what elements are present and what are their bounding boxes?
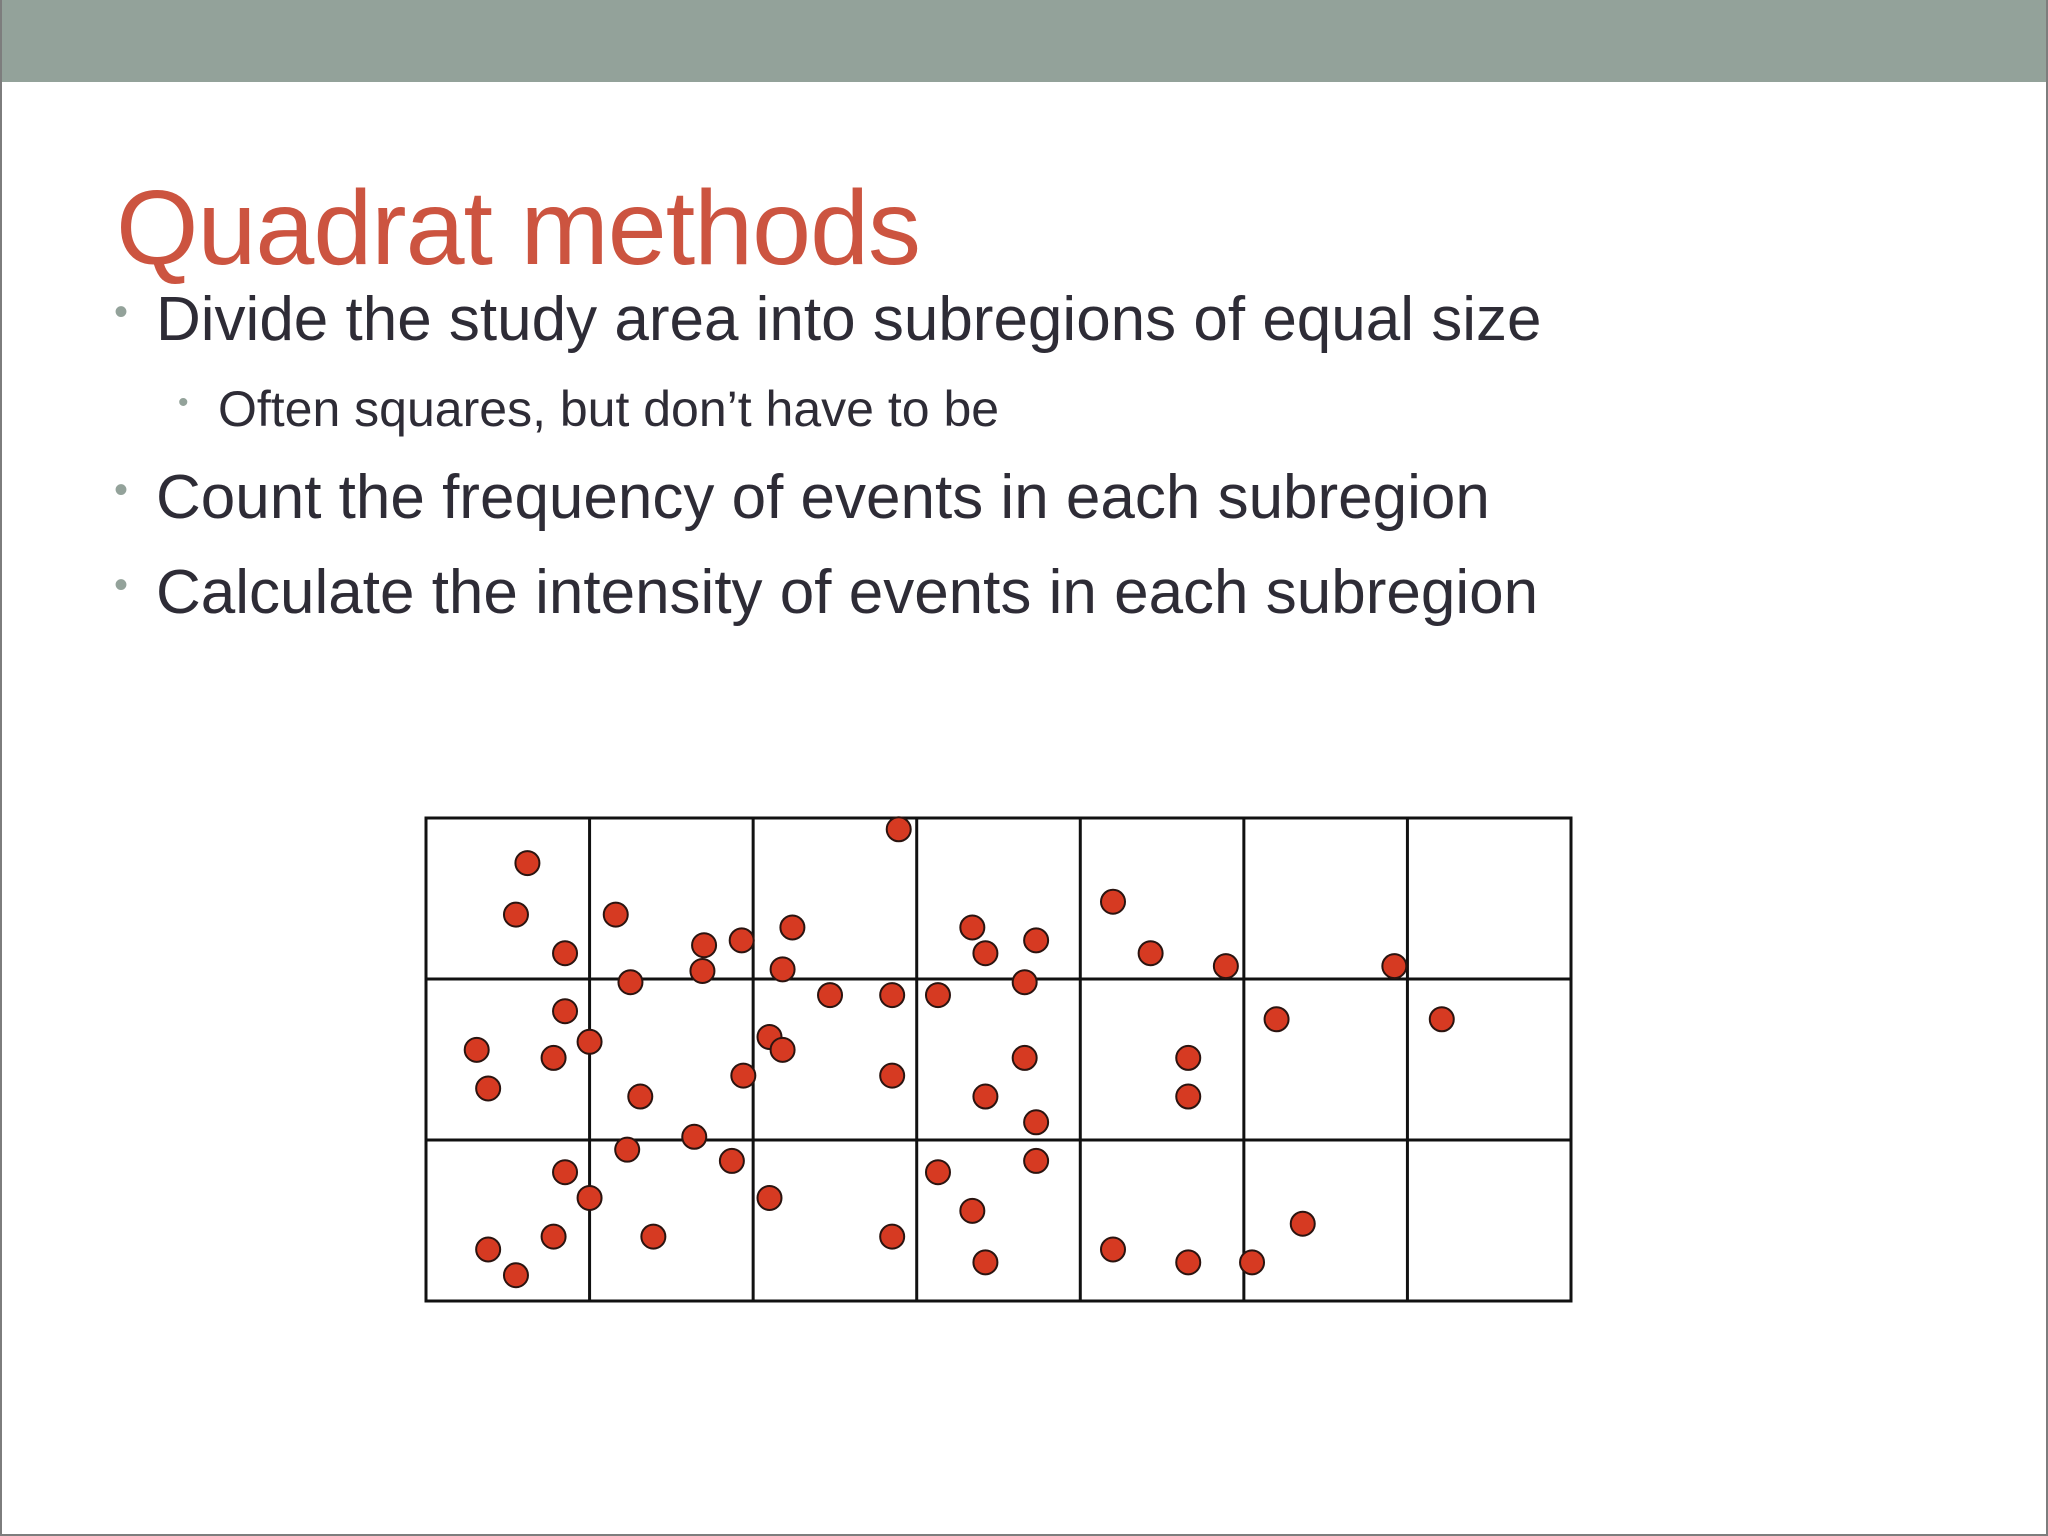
event-point xyxy=(504,1263,528,1287)
event-point xyxy=(771,957,795,981)
event-point xyxy=(731,1064,755,1088)
event-point xyxy=(465,1038,489,1062)
quadrat-grid-figure xyxy=(2,0,2048,1536)
event-point xyxy=(1176,1046,1200,1070)
event-point xyxy=(1265,1007,1289,1031)
event-point xyxy=(1101,1237,1125,1261)
bullet-marker: • xyxy=(114,468,129,512)
event-point xyxy=(973,1250,997,1274)
event-point xyxy=(780,915,804,939)
event-point xyxy=(880,1225,904,1249)
bullet-marker: • xyxy=(178,386,189,419)
event-point xyxy=(880,983,904,1007)
event-point xyxy=(960,915,984,939)
event-point xyxy=(1139,941,1163,965)
bullet-text: Count the frequency of events in each subregion xyxy=(156,463,1490,532)
event-point xyxy=(1013,1046,1037,1070)
quadrat-grid xyxy=(426,818,1571,1301)
event-point xyxy=(771,1038,795,1062)
bullet-text: Often squares, but don’t have to be xyxy=(218,381,1000,437)
event-point xyxy=(515,851,539,875)
event-point xyxy=(1382,954,1406,978)
event-point xyxy=(682,1125,706,1149)
event-point xyxy=(960,1199,984,1223)
event-point xyxy=(578,1030,602,1054)
event-point xyxy=(926,983,950,1007)
event-point xyxy=(542,1046,566,1070)
event-point xyxy=(1214,954,1238,978)
event-point xyxy=(1176,1085,1200,1109)
event-point xyxy=(758,1186,782,1210)
event-point xyxy=(1430,1007,1454,1031)
event-point xyxy=(720,1149,744,1173)
event-point xyxy=(553,941,577,965)
event-point xyxy=(1024,928,1048,952)
event-point xyxy=(692,933,716,957)
event-point xyxy=(578,1186,602,1210)
event-point xyxy=(553,999,577,1023)
event-point xyxy=(641,1225,665,1249)
grid-border xyxy=(426,818,1571,1301)
event-point xyxy=(476,1076,500,1100)
event-point xyxy=(730,928,754,952)
bullet-text: Divide the study area into subregions of equal size xyxy=(156,285,1542,354)
event-point xyxy=(818,983,842,1007)
event-point xyxy=(1240,1250,1264,1274)
event-point xyxy=(1101,890,1125,914)
event-point xyxy=(887,817,911,841)
event-point xyxy=(973,1085,997,1109)
event-point xyxy=(1024,1149,1048,1173)
bullet-marker: • xyxy=(114,563,129,607)
event-point xyxy=(1176,1250,1200,1274)
event-point xyxy=(553,1160,577,1184)
event-point xyxy=(926,1160,950,1184)
event-point xyxy=(880,1064,904,1088)
slide-title: Quadrat methods xyxy=(116,169,921,287)
event-point xyxy=(628,1085,652,1109)
event-point xyxy=(615,1138,639,1162)
bullet-text: Calculate the intensity of events in each subregion xyxy=(156,558,1539,627)
bullet-marker: • xyxy=(114,290,129,334)
event-point xyxy=(973,941,997,965)
event-point xyxy=(604,903,628,927)
event-point xyxy=(1013,970,1037,994)
event-point xyxy=(618,970,642,994)
event-point xyxy=(504,903,528,927)
event-point xyxy=(476,1237,500,1261)
event-point xyxy=(1024,1110,1048,1134)
event-points xyxy=(465,817,1454,1287)
event-point xyxy=(690,959,714,983)
event-point xyxy=(542,1225,566,1249)
event-point xyxy=(1291,1212,1315,1236)
